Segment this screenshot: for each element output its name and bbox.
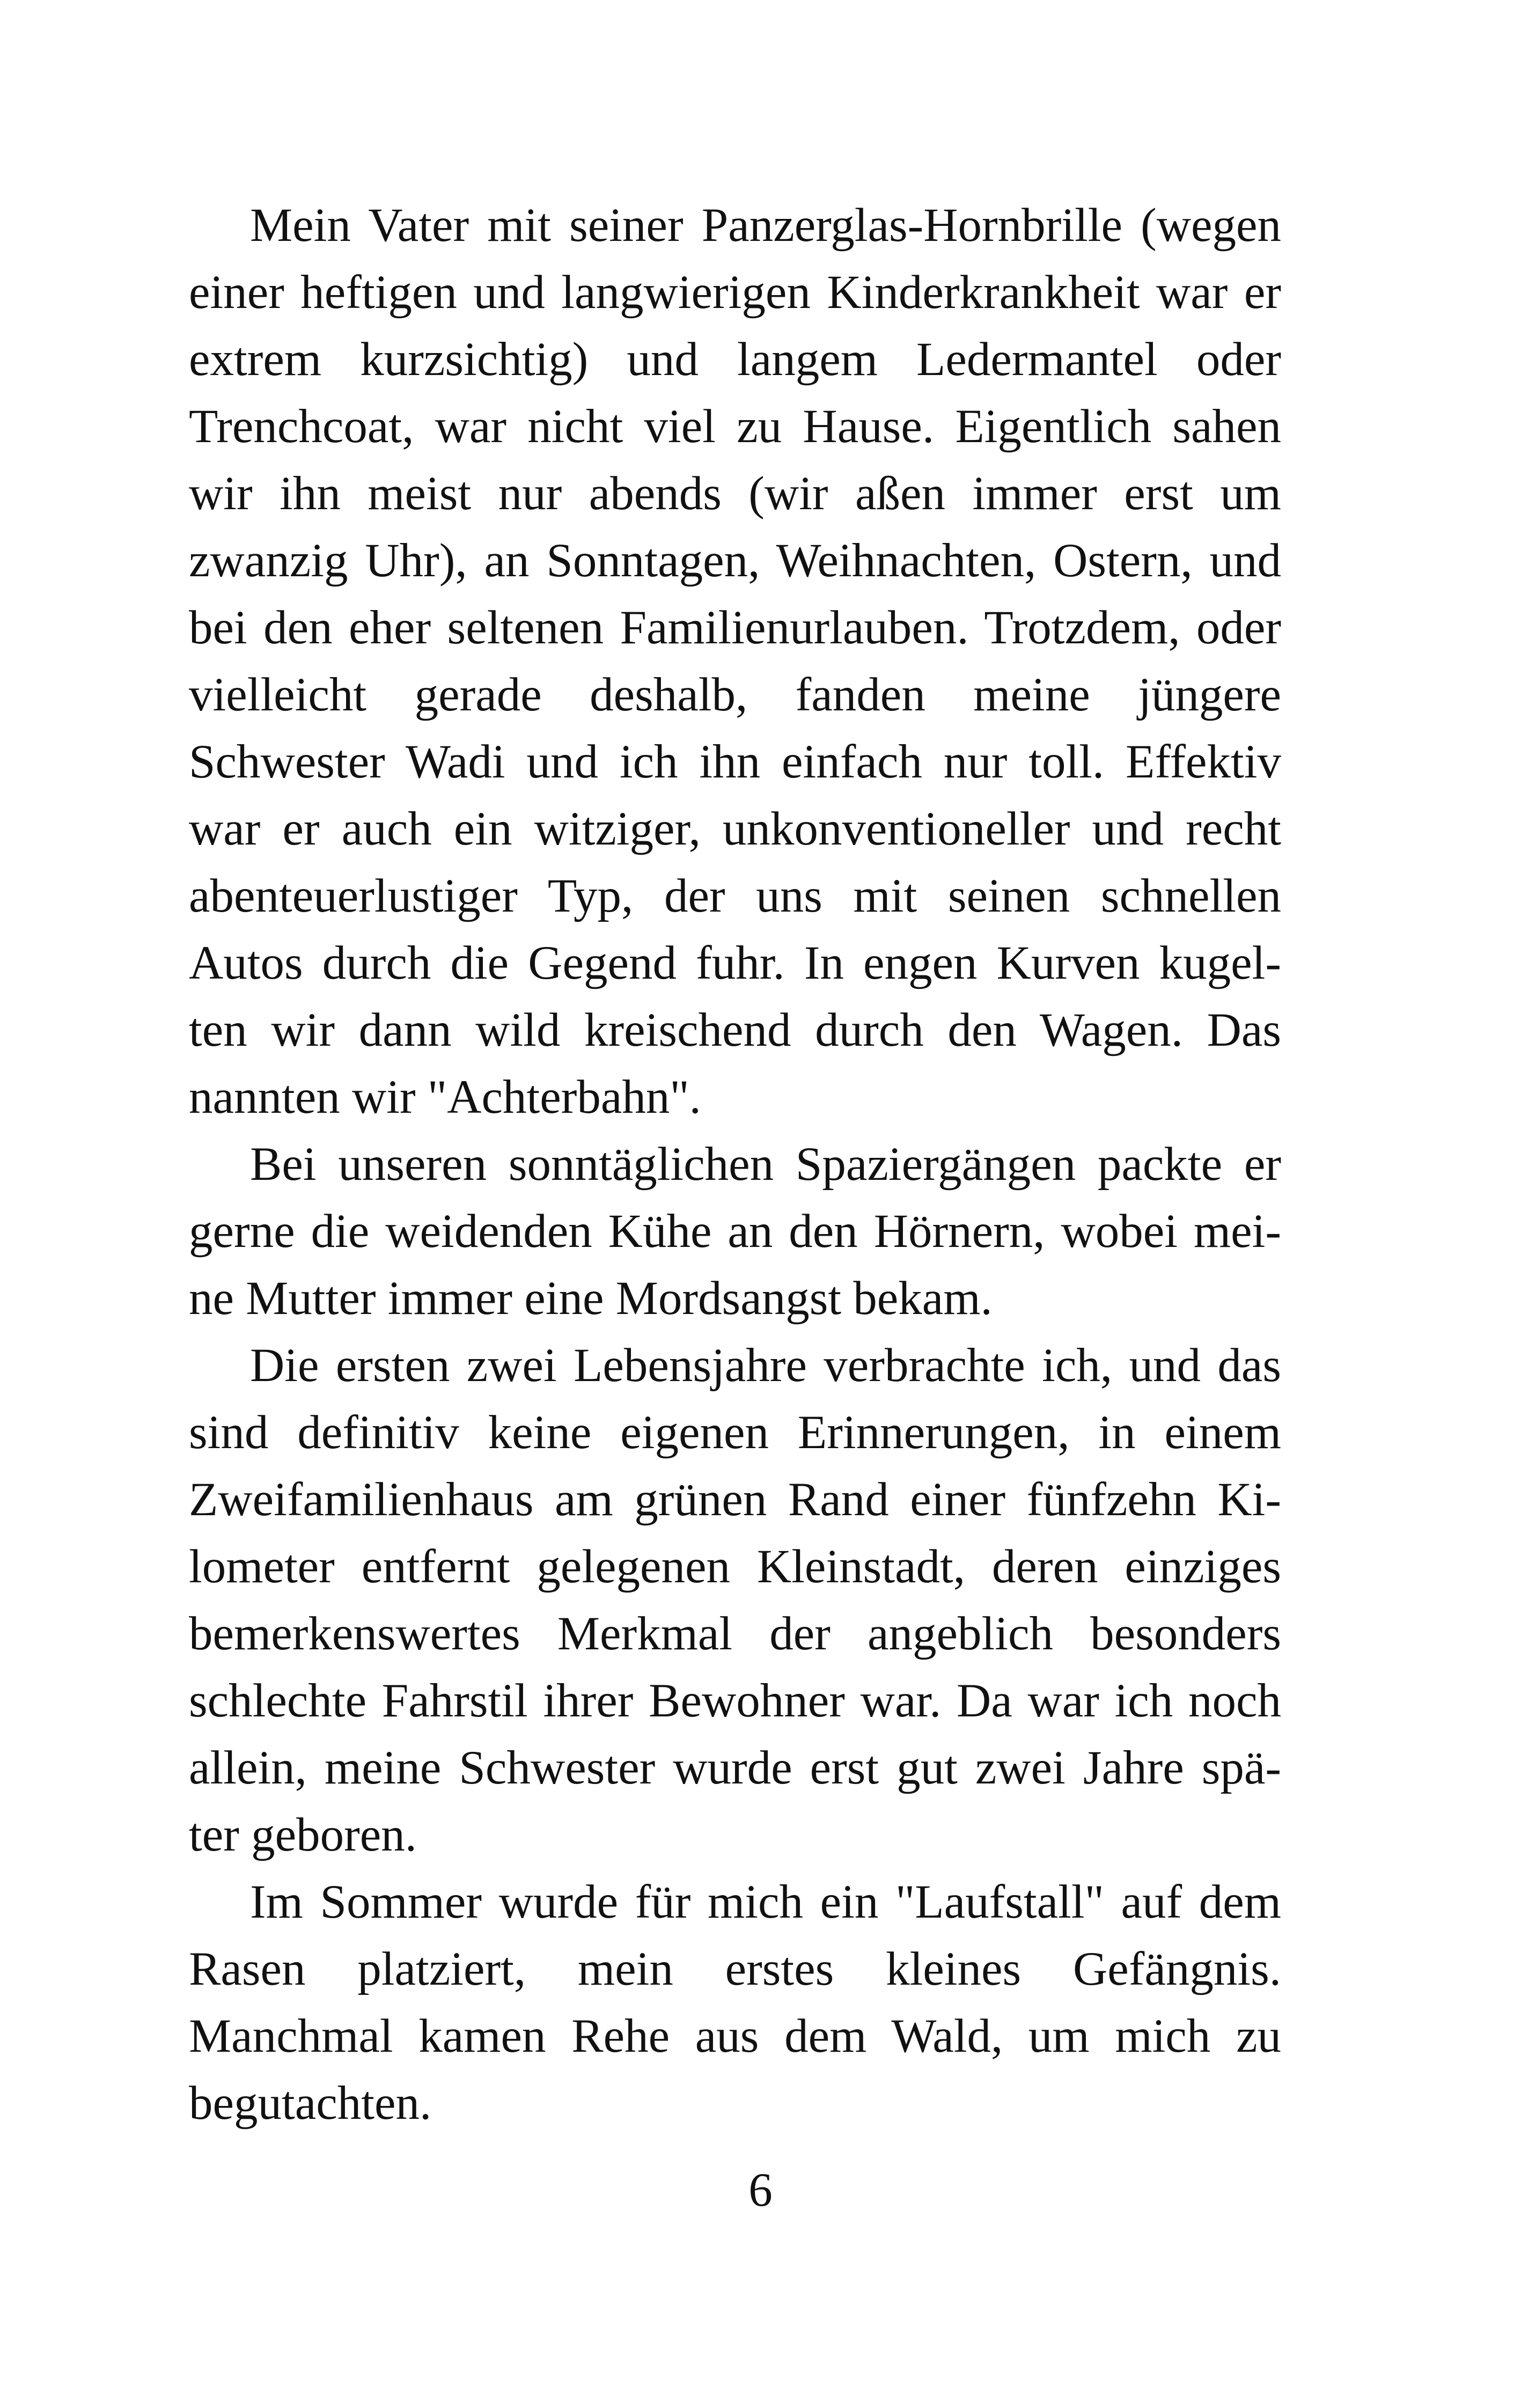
text-line: extrem kurzsichtig) und langem Ledermantel oder bbox=[189, 333, 1281, 386]
text-line: Bei unseren sonntäglichen Spaziergängen packte er bbox=[250, 1138, 1281, 1191]
text-line: nannten wir "Achterbahn". bbox=[189, 1071, 701, 1124]
text-line: ten wir dann wild kreischend durch den Wagen. Das bbox=[189, 1004, 1281, 1056]
text-line: einer heftigen und langwierigen Kinderkrankheit war er bbox=[189, 266, 1281, 319]
text-line: zwanzig Uhr), an Sonntagen, Weihnachten, Ostern, und bbox=[189, 534, 1281, 587]
text-line: Die ersten zwei Lebensjahre verbrachte ich, und das bbox=[250, 1339, 1281, 1392]
text-line: Mein Vater mit seiner Panzerglas-Hornbrille (wegen bbox=[250, 199, 1281, 252]
text-line: Trenchcoat, war nicht viel zu Hause. Eigentlich sahen bbox=[189, 400, 1281, 453]
paragraph-3 bbox=[189, 1332, 1281, 1869]
text-line: ter geboren. bbox=[189, 1809, 417, 1861]
text-line: bei den eher seltenen Familienurlauben. Trotzdem, oder bbox=[189, 601, 1281, 654]
body-text bbox=[189, 192, 1281, 2137]
text-line: gerne die weidenden Kühe an den Hörnern, wobei mei- bbox=[189, 1205, 1281, 1258]
text-line: bemerkenswertes Merkmal der angeblich besonders bbox=[189, 1607, 1281, 1660]
text-line: schlechte Fahrstil ihrer Bewohner war. Da war ich noch bbox=[189, 1675, 1281, 1727]
text-line: wir ihn meist nur abends (wir aßen immer erst um bbox=[189, 467, 1281, 520]
text-line: abenteuerlustiger Typ, der uns mit seinen schnellen bbox=[189, 870, 1281, 922]
text-line: ne Mutter immer eine Mordsangst bekam. bbox=[189, 1272, 993, 1325]
text-line: Schwester Wadi und ich ihn einfach nur toll. Effektiv bbox=[189, 736, 1281, 788]
text-line: lometer entfernt gelegenen Kleinstadt, deren einziges bbox=[189, 1540, 1281, 1593]
text-line: Autos durch die Gegend fuhr. In engen Kurven kugel- bbox=[189, 937, 1281, 989]
text-line: begutachten. bbox=[189, 2077, 432, 2130]
text-line: Im Sommer wurde für mich ein "Laufstall" auf dem bbox=[250, 1876, 1281, 1928]
text-line: Manchmal kamen Rehe aus dem Wald, um mich zu bbox=[189, 2010, 1281, 2062]
text-line: allein, meine Schwester wurde erst gut zwei Jahre spä- bbox=[189, 1742, 1281, 1794]
text-line: vielleicht gerade deshalb, fanden meine jüngere bbox=[189, 669, 1281, 721]
paragraph-4 bbox=[189, 1869, 1281, 2137]
text-line: war er auch ein witziger, unkonventioneller und recht bbox=[189, 803, 1281, 855]
page-number: 6 bbox=[748, 2164, 773, 2216]
paragraph-1 bbox=[189, 192, 1281, 1131]
text-line: sind definitiv keine eigenen Erinnerungen, in einem bbox=[189, 1406, 1281, 1459]
text-line: Rasen platziert, mein erstes kleines Gefängnis. bbox=[189, 1943, 1281, 1995]
paragraph-2 bbox=[189, 1131, 1281, 1332]
text-line: Zweifamilienhaus am grünen Rand einer fünfzehn Ki- bbox=[189, 1473, 1281, 1526]
